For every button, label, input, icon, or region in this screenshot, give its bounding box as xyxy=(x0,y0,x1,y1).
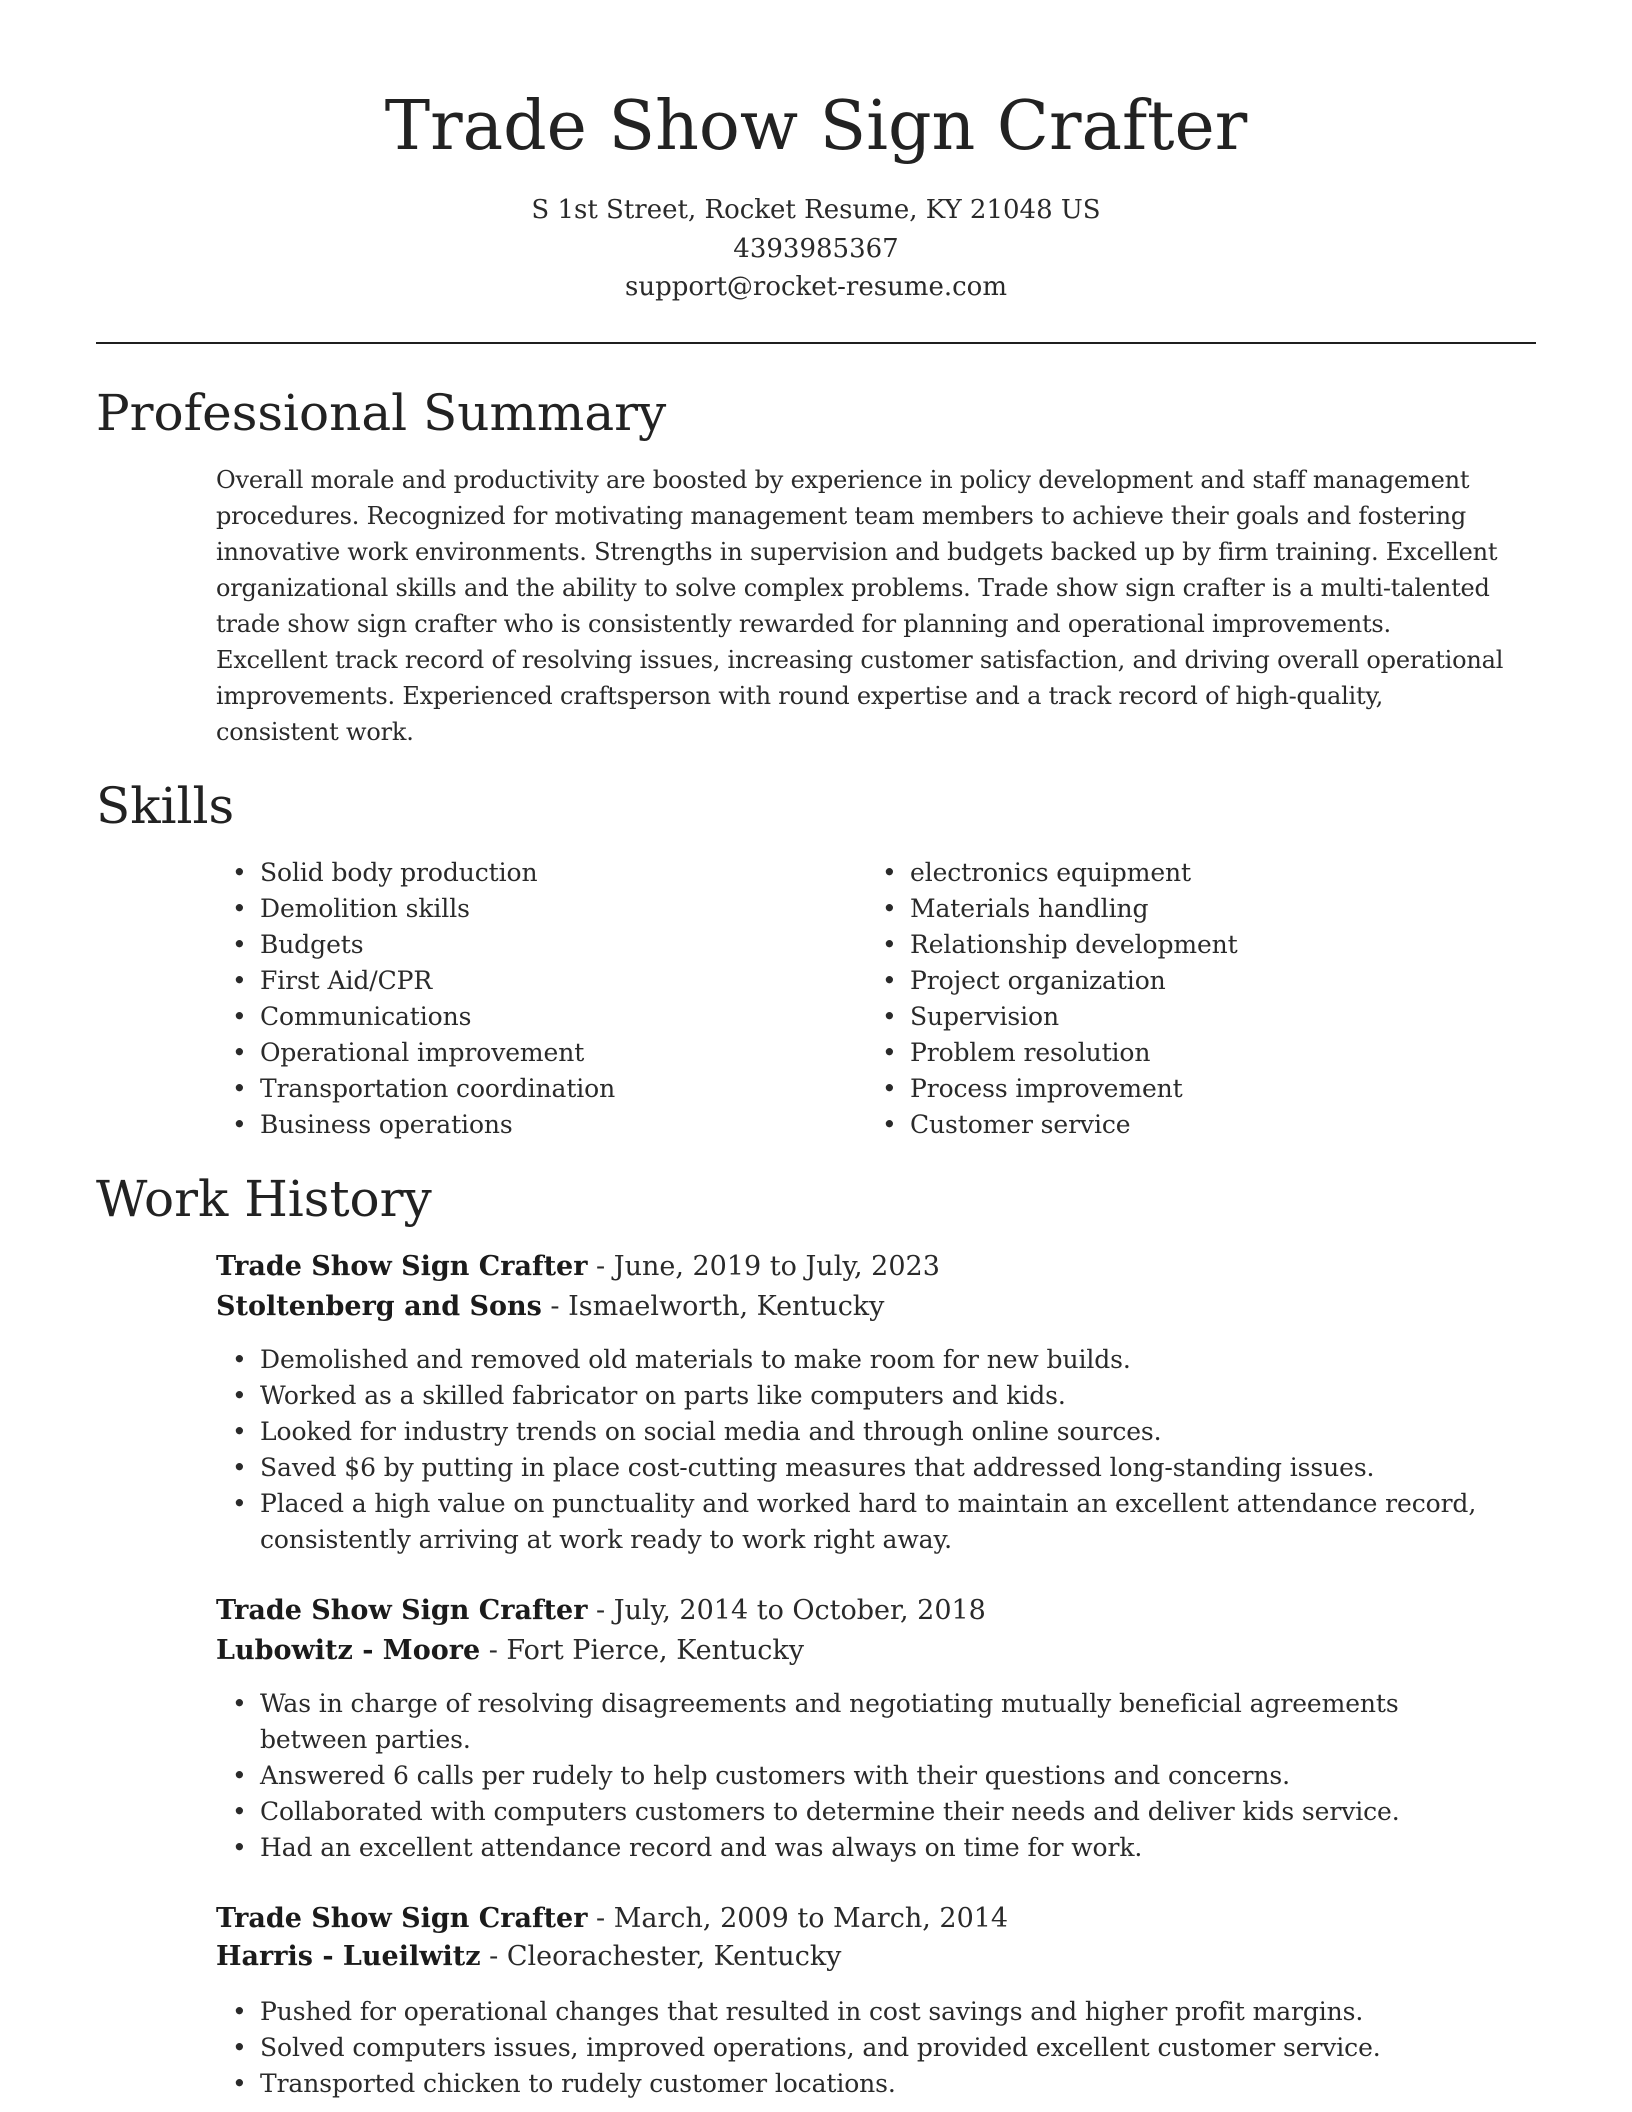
job-dates: June, 2019 to July, 2023 xyxy=(613,1251,940,1282)
job-bullet: • Had an excellent attendance record and was always on time for work. xyxy=(216,1830,1506,1866)
skill-item: • Budgets xyxy=(216,927,836,963)
job-company-line: Stoltenberg and Sons - Ismaelworth, Kentucky xyxy=(216,1291,885,1322)
job-bullet: • Worked as a skilled fabricator on parts like computers and kids. xyxy=(216,1378,1506,1414)
job-bullet: • Demolished and removed old materials to make room for new builds. xyxy=(216,1342,1506,1378)
job-bullet: • Collaborated with computers customers to determine their needs and deliver kids service. xyxy=(216,1794,1506,1830)
job-title: Trade Show Sign Crafter xyxy=(216,1903,588,1934)
header-divider xyxy=(96,342,1536,344)
job-location: Cleorachester, Kentucky xyxy=(506,1941,842,1972)
skill-item: • Communications xyxy=(216,999,836,1035)
skills-heading: Skills xyxy=(96,777,235,835)
skill-item: • First Aid/CPR xyxy=(216,963,836,999)
job-company-line: Lubowitz - Moore - Fort Pierce, Kentucky xyxy=(216,1635,805,1666)
skill-item: • Problem resolution xyxy=(866,1035,1486,1071)
skills-right-column xyxy=(866,855,1486,1143)
resume-name: Trade Show Sign Crafter xyxy=(384,87,1248,166)
job-location: Fort Pierce, Kentucky xyxy=(506,1635,805,1666)
work-history-heading: Work History xyxy=(96,1170,432,1228)
address: S 1st Street, Rocket Resume, KY 21048 US xyxy=(531,195,1101,225)
job-company: Lubowitz - Moore xyxy=(216,1635,481,1666)
job-bullet: • Solved computers issues, improved operations, and provided excellent customer service. xyxy=(216,2030,1506,2066)
job-title: Trade Show Sign Crafter xyxy=(216,1595,588,1626)
job-dates: March, 2009 to March, 2014 xyxy=(613,1903,1009,1934)
job-bullet: • Was in charge of resolving disagreements and negotiating mutually beneficial agreements between parties. xyxy=(216,1686,1506,1758)
job-title: Trade Show Sign Crafter xyxy=(216,1251,588,1282)
job-dates: July, 2014 to October, 2018 xyxy=(613,1595,986,1626)
skill-item: • electronics equipment xyxy=(866,855,1486,891)
job-bullet: • Pushed for operational changes that resulted in cost savings and higher profit margins. xyxy=(216,1994,1506,2030)
email: support@rocket-resume.com xyxy=(624,272,1007,302)
skill-item: • Supervision xyxy=(866,999,1486,1035)
job-title-line: Trade Show Sign Crafter - July, 2014 to October, 2018 xyxy=(216,1595,986,1626)
job-bullet: • Placed a high value on punctuality and worked hard to maintain an excellent attendance record, consistently arriving at work ready to work right away. xyxy=(216,1486,1506,1558)
job-bullet: • Saved $6 by putting in place cost-cutting measures that addressed long-standing issues. xyxy=(216,1450,1506,1486)
summary-text: Overall morale and productivity are boosted by experience in policy development and staff management procedures. Recognized for motivating management team members to achieve their goals and fostering innovative work environments. Strengths in supervision and budgets backed up by firm training. Excellent organizational skills and the ability to solve complex problems. Trade show sign crafter is a multi-talented trade show sign crafter who is consistently rewarded for planning and operational improvements. Excellent track record of resolving issues, increasing customer satisfaction, and driving overall operational improvements. Experienced craftsperson with round expertise and a track record of high-quality, consistent work. xyxy=(216,466,1504,746)
job-title-line: Trade Show Sign Crafter - March, 2009 to March, 2014 xyxy=(216,1903,1009,1934)
job-bullets xyxy=(216,1686,1506,1866)
job-company: Harris - Lueilwitz xyxy=(216,1941,481,1972)
job-location: Ismaelworth, Kentucky xyxy=(568,1291,885,1322)
skill-item: • Demolition skills xyxy=(216,891,836,927)
phone: 4393985367 xyxy=(733,234,899,264)
skills-left-column xyxy=(216,855,836,1143)
summary-heading: Professional Summary xyxy=(96,384,667,442)
job-bullet: • Transported chicken to rudely customer locations. xyxy=(216,2066,1506,2102)
skill-item: • Relationship development xyxy=(866,927,1486,963)
job-bullets xyxy=(216,1994,1506,2102)
skill-item: • Materials handling xyxy=(866,891,1486,927)
job-company: Stoltenberg and Sons xyxy=(216,1291,542,1322)
job-bullets xyxy=(216,1342,1506,1558)
job-title-line: Trade Show Sign Crafter - June, 2019 to July, 2023 xyxy=(216,1251,940,1282)
skill-item: • Customer service xyxy=(866,1107,1486,1143)
skill-item: • Transportation coordination xyxy=(216,1071,836,1107)
skill-item: • Project organization xyxy=(866,963,1486,999)
job-company-line: Harris - Lueilwitz - Cleorachester, Kentucky xyxy=(216,1941,842,1972)
job-bullet: • Answered 6 calls per rudely to help customers with their questions and concerns. xyxy=(216,1758,1506,1794)
job-bullet: • Looked for industry trends on social media and through online sources. xyxy=(216,1414,1506,1450)
skill-item: • Business operations xyxy=(216,1107,836,1143)
skill-item: • Operational improvement xyxy=(216,1035,836,1071)
skill-item: • Process improvement xyxy=(866,1071,1486,1107)
skill-item: • Solid body production xyxy=(216,855,836,891)
